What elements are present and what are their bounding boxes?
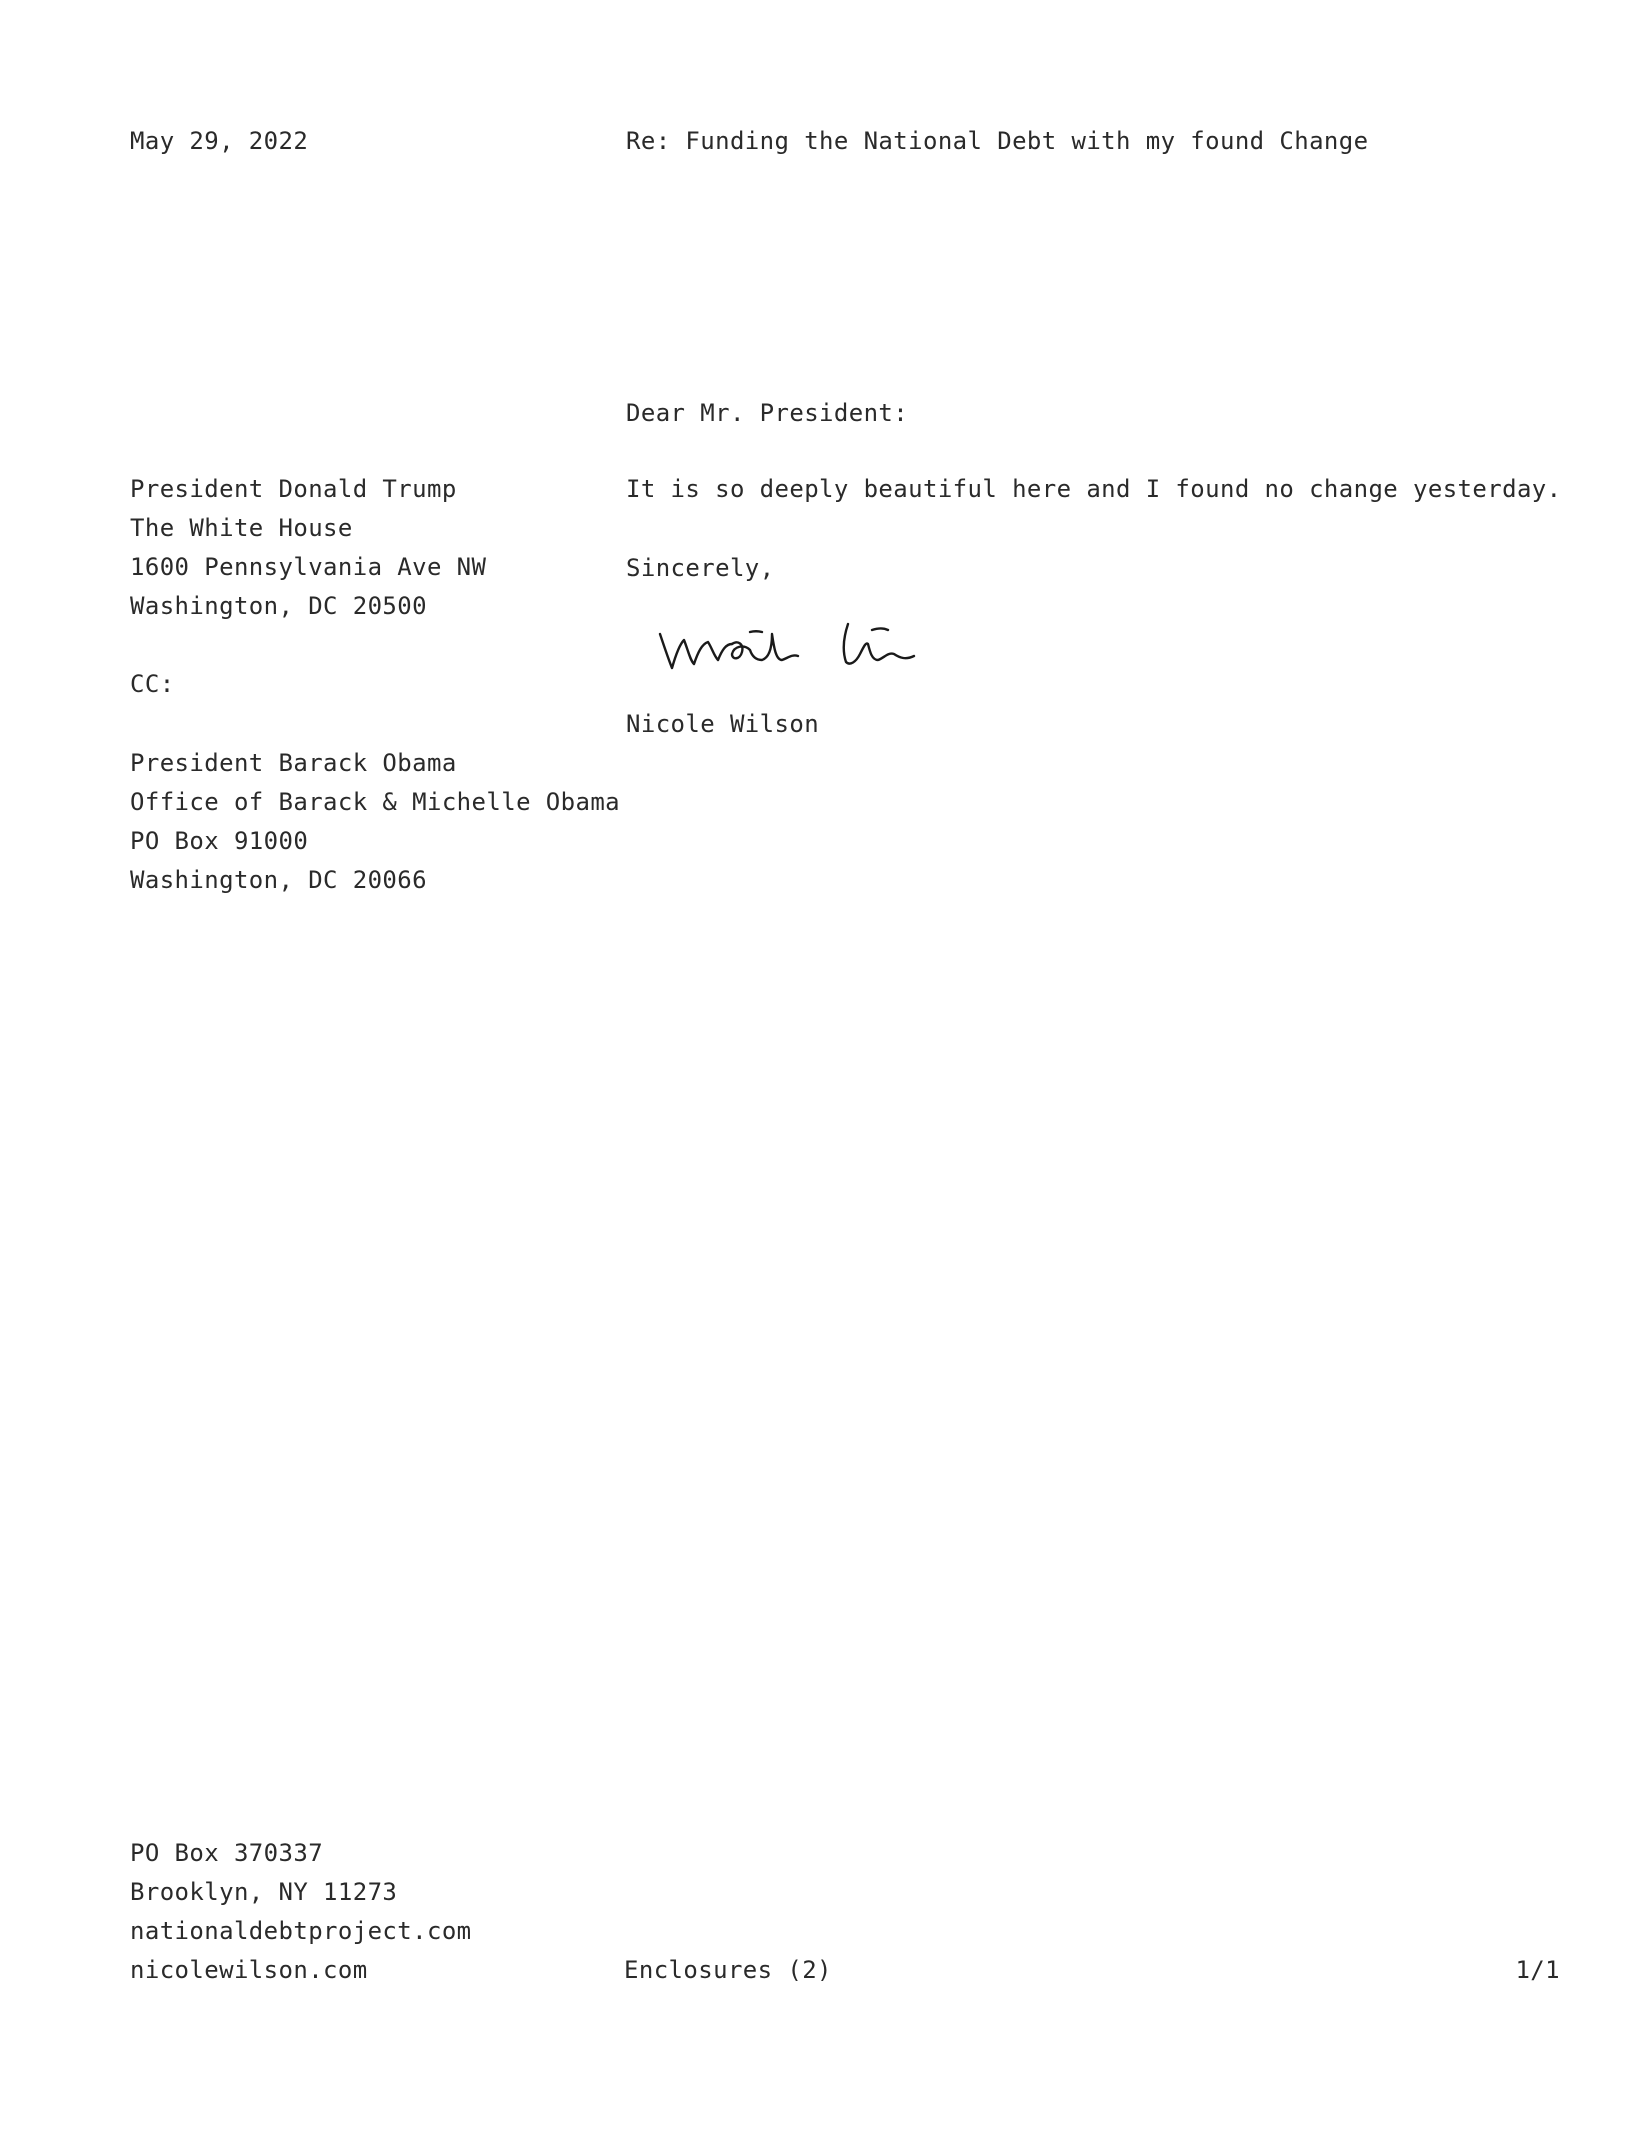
cc-name: President Barack Obama — [130, 749, 457, 777]
cc-city: Washington, DC 20066 — [130, 866, 427, 894]
letter-date: May 29, 2022 — [130, 127, 309, 155]
return-address — [130, 1834, 472, 1990]
letter-closing: Sincerely, — [626, 554, 775, 582]
recipient-city: Washington, DC 20500 — [130, 592, 427, 620]
recipient-street: 1600 Pennsylvania Ave NW — [130, 553, 487, 581]
personal-website: nicolewilson.com — [130, 1956, 368, 1984]
enclosures-note: Enclosures (2) — [624, 1956, 832, 1984]
letter-body: It is so deeply beautiful here and I found no change yesterday. — [626, 475, 1562, 503]
letter-subject: Re: Funding the National Debt with my found Change — [626, 127, 1369, 155]
signer-name: Nicole Wilson — [626, 710, 820, 738]
return-po-box: PO Box 370337 — [130, 1839, 324, 1867]
return-city: Brooklyn, NY 11273 — [130, 1878, 398, 1906]
recipient-name: President Donald Trump — [130, 475, 457, 503]
cc-street: PO Box 91000 — [130, 827, 309, 855]
recipient-organization: The White House — [130, 514, 353, 542]
cc-label: CC: — [130, 670, 175, 698]
salutation: Dear Mr. President: — [626, 399, 909, 427]
cc-organization: Office of Barack & Michelle Obama — [130, 788, 621, 816]
cc-address — [130, 744, 620, 900]
page-number: 1/1 — [1515, 1956, 1560, 1984]
project-website: nationaldebtproject.com — [130, 1917, 472, 1945]
recipient-address — [130, 470, 486, 626]
handwritten-signature — [652, 604, 972, 684]
